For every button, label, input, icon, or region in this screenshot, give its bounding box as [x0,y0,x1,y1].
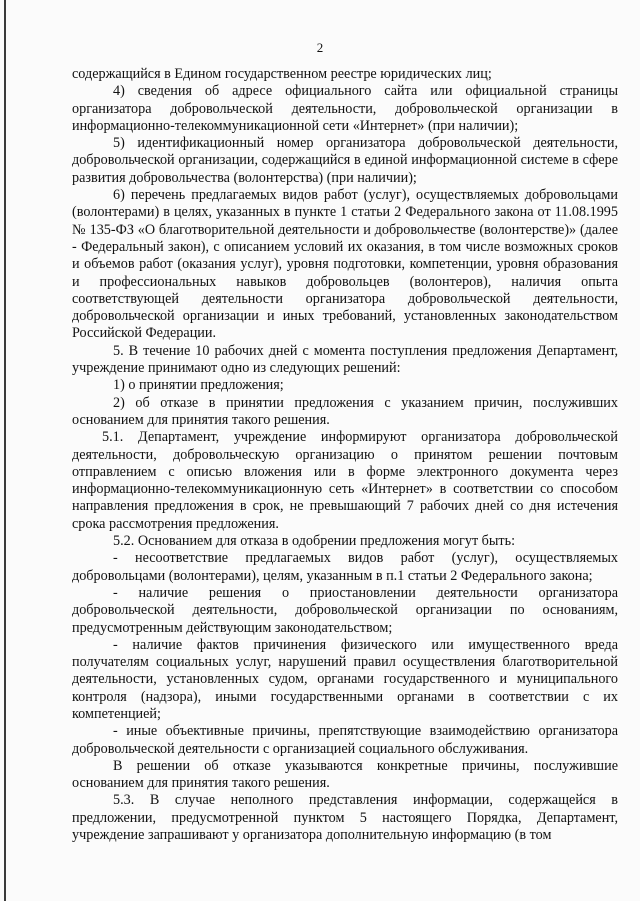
paragraph-clause-5: 5. В течение 10 рабочих дней с момента поступления предложения Департамент, учреждение принимают одно из следующих решений: [72,342,618,377]
paragraph-reason-mismatch: - несоответствие предлагаемых видов работ (услуг), осуществляемых добровольцами (волонтерами), целям, указанным в п.1 статьи 2 Федерального закона; [72,550,618,584]
paragraph-item-5-id-number: 5) идентификационный номер организатора добровольческой деятельности, добровольческой организации, содержащийся в единой информационной системе в сфере развития добровольчества (волонтерства) (при наличии); [72,135,618,186]
page-number: 2 [316,40,324,55]
document-body [72,66,618,844]
paragraph-clause-5-1: 5.1. Департамент, учреждение информируют организатора добровольческой деятельности, добровольческую организацию о принятом решении почтовым отправлением с описью вложения или в форме электронного документа через информационно-телекоммуникационную сеть «Интернет» в соответствии со способом направления предложения в срок, не превышающий 7 рабочих дней со дня истечения срока рассмотрения предложения. [72,429,618,532]
paragraph-reason-suspension: - наличие решения о приостановлении деятельности организатора добровольческой деятельности, добровольческой организации по основаниям, предусмотренным действующим законодательством; [72,584,618,636]
paragraph-refusal-reasons: В решении об отказе указываются конкретные причины, послужившие основанием для принятия такого решения. [72,757,618,792]
paragraph-reason-harm: - наличие фактов причинения физического или имущественного вреда получателям социальных услуг, нарушений правил осуществления благотворительной деятельности, установленных судом, органами государственного и муниципального контроля (надзора), иными государственными органами в соответствии с их компетенцией; [72,636,618,722]
paragraph-1-continuation: содержащийся в Едином государственном реестре юридических лиц; [72,66,492,82]
paragraph-clause-5-2: 5.2. Основанием для отказа в одобрении предложения могут быть: [113,533,516,550]
paragraph-item-6-work-list: 6) перечень предлагаемых видов работ (услуг), осуществляемых добровольцами (волонтерами) в целях, указанных в пункте 1 статьи 2 Федерального закона от 11.08.1995 № 135-ФЗ «О благотворительной деятельности и добровольчестве (волонтерстве)» (далее - Федеральный закон), с описанием условий их оказания, в том числе возможных сроков и объемов работ (оказания услуг), уровня подготовки, компетенции, уровня образования и профессиональных навыков добровольцев (волонтеров), наличия опыта соответствующей деятельности организатора добровольческой деятельности, добровольческой организации и иных требований, установленных законодательством Российской Федерации. [72,187,618,342]
binding-edge-line [4,0,6,901]
paragraph-reason-other: - иные объективные причины, препятствующие взаимодействию организатора добровольческой деятельности с организацией социального обслуживания. [72,723,618,757]
paragraph-decision-reject: 2) об отказе в принятии предложения с указанием причин, послуживших основанием для принятия такого решения. [72,394,618,428]
paragraph-item-4-website: 4) сведения об адресе официального сайта или официальной страницы организатора добровольческой деятельности, добровольческой организации в информационно-телекоммуникационной сети «Интернет» (при наличии); [72,83,618,134]
paragraph-clause-5-3: 5.3. В случае неполного представления информации, содержащейся в предложении, предусмотренной пунктом 5 настоящего Порядка, Департамент, учреждение запрашивают у организатора дополнительную информацию (в том [72,792,618,844]
paragraph-decision-accept: 1) о принятии предложения; [113,377,284,394]
